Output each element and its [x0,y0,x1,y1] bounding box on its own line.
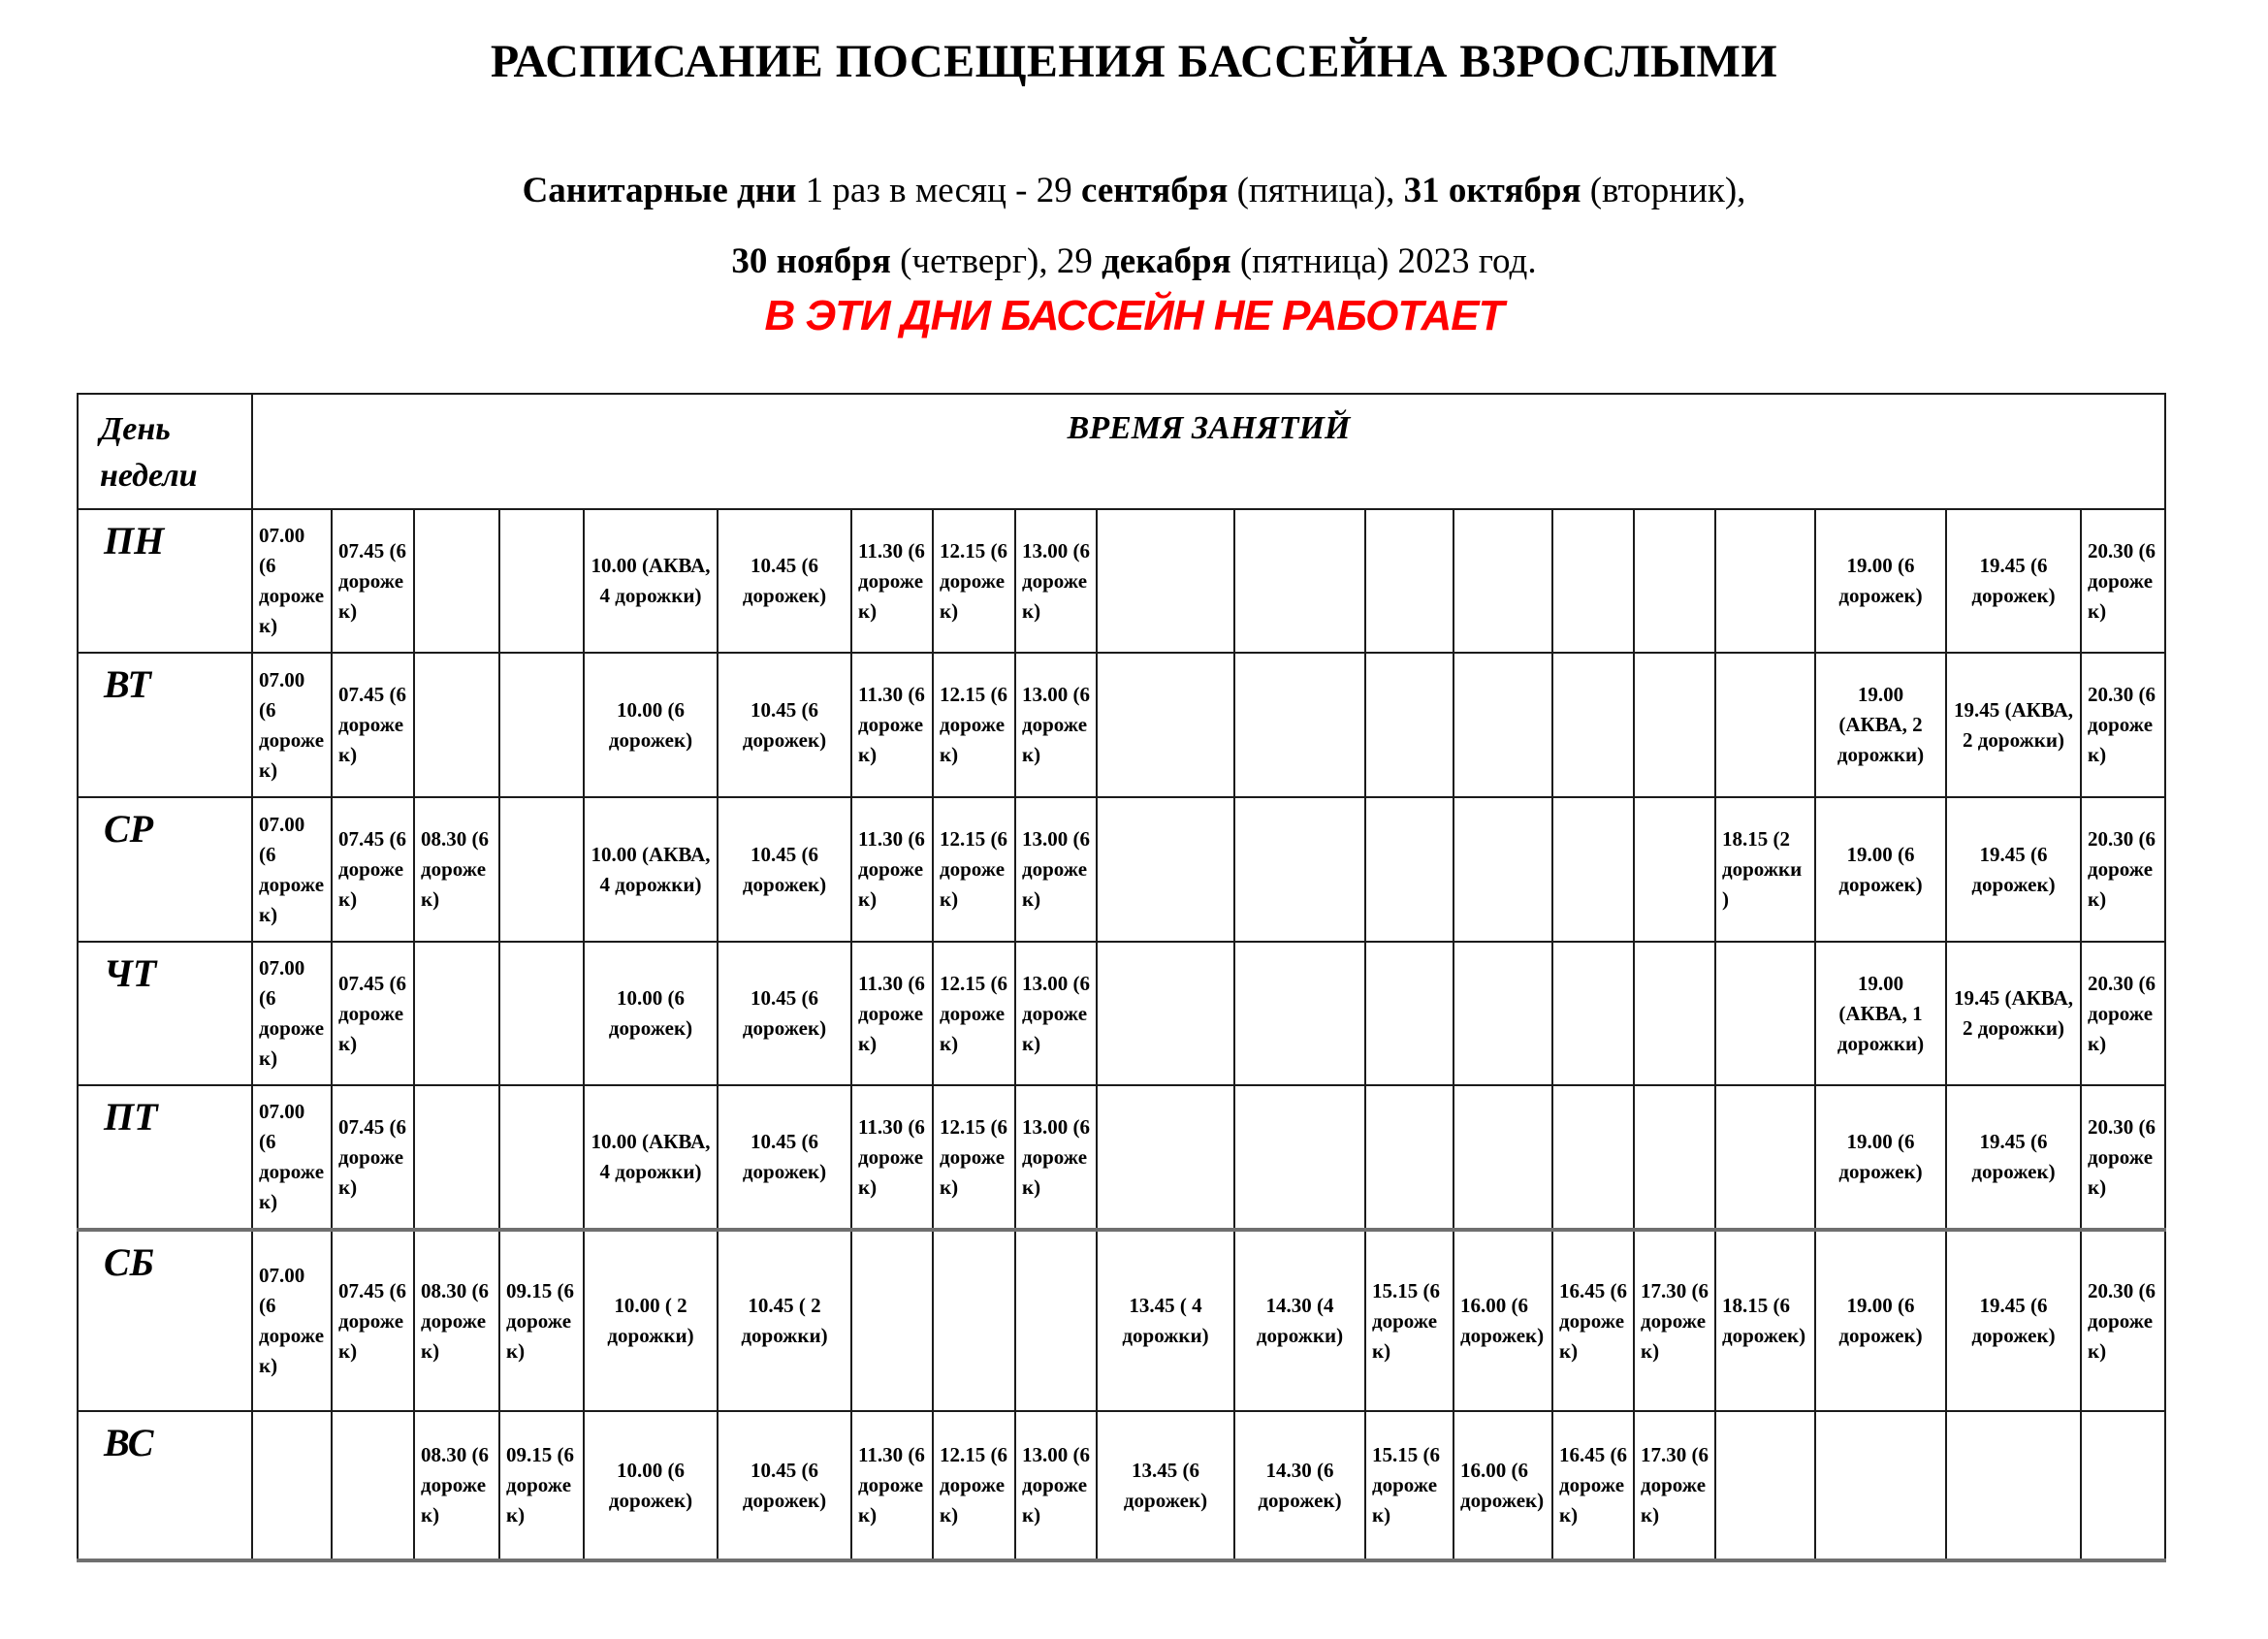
schedule-cell: 10.45 (6 дорожек) [718,509,851,653]
schedule-cell: 11.30 (6 дорожек) [851,653,933,797]
schedule-cell [1453,942,1552,1085]
schedule-cell: 07.00 (6 дорожек) [252,1230,332,1411]
schedule-cell [1097,797,1234,942]
schedule-cell: 20.30 (6 дорожек) [2081,797,2165,942]
schedule-cell: 13.00 (6 дорожек) [1015,942,1097,1085]
schedule-cell [1634,797,1715,942]
schedule-cell: 13.00 (6 дорожек) [1015,1411,1097,1560]
schedule-cell [1015,1230,1097,1411]
document-page [0,35,2268,1639]
schedule-cell [1097,942,1234,1085]
schedule-cell [1552,942,1634,1085]
subtitle-segment: Санитарные дни [522,171,797,210]
schedule-cell [1634,1085,1715,1230]
schedule-cell: 19.00 (6 дорожек) [1815,509,1946,653]
schedule-cell [499,942,584,1085]
table-row [78,797,2165,942]
schedule-cell [1715,1085,1815,1230]
schedule-cell: 19.00 (АКВА, 1 дорожки) [1815,942,1946,1085]
schedule-cell: 19.45 (АКВА, 2 дорожки) [1946,942,2081,1085]
subtitle-segment: (пятница) 2023 год. [1230,241,1537,281]
schedule-cell [414,653,499,797]
schedule-cell: 19.45 (АКВА, 2 дорожки) [1946,653,2081,797]
schedule-cell: 16.45 (6 дорожек) [1552,1230,1634,1411]
schedule-cell [1453,653,1552,797]
schedule-cell [414,1085,499,1230]
schedule-cell: 13.00 (6 дорожек) [1015,653,1097,797]
schedule-cell [1946,1411,2081,1560]
schedule-cell: 15.15 (6 дорожек) [1365,1230,1453,1411]
subtitle-segment: декабря [1102,241,1231,281]
schedule-cell [1234,797,1365,942]
table-row [78,1085,2165,1230]
table-row [78,509,2165,653]
schedule-cell: 16.00 (6 дорожек) [1453,1411,1552,1560]
schedule-cell [1552,797,1634,942]
schedule-cell: 10.45 (6 дорожек) [718,653,851,797]
schedule-cell: 20.30 (6 дорожек) [2081,1085,2165,1230]
schedule-cell: 07.45 (6 дорожек) [332,942,414,1085]
schedule-cell: 10.00 (6 дорожек) [584,653,718,797]
schedule-cell: 09.15 (6 дорожек) [499,1230,584,1411]
schedule-cell: 12.15 (6 дорожек) [933,942,1015,1085]
schedule-cell: 16.00 (6 дорожек) [1453,1230,1552,1411]
schedule-cell: 19.45 (6 дорожек) [1946,509,2081,653]
schedule-cell: 12.15 (6 дорожек) [933,509,1015,653]
schedule-cell: 07.00 (6 дорожек) [252,509,332,653]
schedule-cell [1552,509,1634,653]
schedule-cell: 10.00 (6 дорожек) [584,942,718,1085]
schedule-cell: 14.30 (4 дорожки) [1234,1230,1365,1411]
schedule-cell [933,1230,1015,1411]
schedule-cell: 07.00 (6 дорожек) [252,797,332,942]
schedule-cell: 10.00 (АКВА, 4 дорожки) [584,509,718,653]
schedule-cell [499,653,584,797]
schedule-cell: 13.00 (6 дорожек) [1015,797,1097,942]
schedule-cell [1552,1085,1634,1230]
time-header: ВРЕМЯ ЗАНЯТИЙ [252,394,2165,509]
schedule-cell [1097,653,1234,797]
schedule-cell: 08.30 (6 дорожек) [414,1230,499,1411]
schedule-cell: 20.30 (6 дорожек) [2081,1230,2165,1411]
schedule-cell [1453,509,1552,653]
schedule-cell [1715,509,1815,653]
schedule-cell [499,1085,584,1230]
page-title: РАСПИСАНИЕ ПОСЕЩЕНИЯ БАССЕЙНА ВЗРОСЛЫМИ [490,36,1778,87]
schedule-cell [499,509,584,653]
schedule-cell [1815,1411,1946,1560]
pool-closed-warning: В ЭТИ ДНИ БАССЕЙН НЕ РАБОТАЕТ [764,292,1504,339]
schedule-cell [1365,1085,1453,1230]
schedule-cell: 07.00 (6 дорожек) [252,1085,332,1230]
schedule-cell [1365,509,1453,653]
schedule-cell: 10.45 (6 дорожек) [718,797,851,942]
day-cell: ВС [78,1411,252,1560]
day-cell: ВТ [78,653,252,797]
schedule-cell: 07.45 (6 дорожек) [332,1230,414,1411]
schedule-cell [414,509,499,653]
table-header-row [78,394,2165,509]
schedule-cell: 20.30 (6 дорожек) [2081,942,2165,1085]
schedule-cell [1097,509,1234,653]
schedule-cell: 19.00 (6 дорожек) [1815,1230,1946,1411]
schedule-cell: 11.30 (6 дорожек) [851,1085,933,1230]
schedule-cell: 08.30 (6 дорожек) [414,1411,499,1560]
schedule-cell [414,942,499,1085]
table-row [78,1411,2165,1560]
table-row [78,653,2165,797]
schedule-cell: 10.45 (6 дорожек) [718,1085,851,1230]
subtitle-segment: 1 раз в месяц - 29 [796,171,1081,210]
sanitary-days-line1 [0,170,2268,211]
schedule-cell: 13.00 (6 дорожек) [1015,1085,1097,1230]
schedule-cell: 08.30 (6 дорожек) [414,797,499,942]
schedule-cell: 13.45 (6 дорожек) [1097,1411,1234,1560]
schedule-cell: 19.45 (6 дорожек) [1946,1230,2081,1411]
schedule-cell [1365,942,1453,1085]
schedule-cell [1453,797,1552,942]
schedule-cell: 11.30 (6 дорожек) [851,797,933,942]
schedule-cell: 12.15 (6 дорожек) [933,653,1015,797]
schedule-cell: 17.30 (6 дорожек) [1634,1411,1715,1560]
day-of-week-header: День недели [78,394,252,509]
schedule-cell [1365,797,1453,942]
day-cell: ПН [78,509,252,653]
subtitle-segment: (пятница), [1228,171,1404,210]
schedule-cell [1234,1085,1365,1230]
schedule-cell [1097,1085,1234,1230]
schedule-cell: 18.15 (2 дорожки) [1715,797,1815,942]
schedule-cell [1552,653,1634,797]
schedule-cell [1715,1411,1815,1560]
schedule-cell [1234,509,1365,653]
schedule-cell [851,1230,933,1411]
schedule-cell: 20.30 (6 дорожек) [2081,509,2165,653]
schedule-cell [2081,1411,2165,1560]
schedule-cell: 14.30 (6 дорожек) [1234,1411,1365,1560]
schedule-cell: 17.30 (6 дорожек) [1634,1230,1715,1411]
sanitary-days-line2 [0,241,2268,282]
schedule-cell: 10.45 (6 дорожек) [718,942,851,1085]
schedule-cell: 11.30 (6 дорожек) [851,509,933,653]
day-cell: СР [78,797,252,942]
schedule-cell: 11.30 (6 дорожек) [851,1411,933,1560]
schedule-table [77,393,2166,1562]
schedule-cell: 12.15 (6 дорожек) [933,1085,1015,1230]
schedule-cell: 12.15 (6 дорожек) [933,1411,1015,1560]
schedule-cell: 19.00 (6 дорожек) [1815,1085,1946,1230]
schedule-cell [1365,653,1453,797]
schedule-cell [332,1411,414,1560]
subtitle-segment: сентября [1080,171,1229,210]
schedule-cell [252,1411,332,1560]
schedule-cell [1634,653,1715,797]
schedule-cell [1634,509,1715,653]
schedule-cell [1453,1085,1552,1230]
schedule-cell [499,797,584,942]
schedule-cell: 13.00 (6 дорожек) [1015,509,1097,653]
schedule-cell: 10.45 ( 2 дорожки) [718,1230,851,1411]
schedule-cell: 07.00 (6 дорожек) [252,653,332,797]
schedule-cell: 10.00 (6 дорожек) [584,1411,718,1560]
schedule-cell [1715,653,1815,797]
day-cell: СБ [78,1230,252,1411]
schedule-cell: 11.30 (6 дорожек) [851,942,933,1085]
table-row [78,1230,2165,1411]
subtitle-segment: 30 ноября [731,241,891,281]
schedule-cell: 18.15 (6 дорожек) [1715,1230,1815,1411]
schedule-cell: 10.00 ( 2 дорожки) [584,1230,718,1411]
subtitle-segment: (четверг), 29 [890,241,1102,281]
subtitle-segment: (вторник), [1581,171,1746,210]
schedule-cell: 16.45 (6 дорожек) [1552,1411,1634,1560]
schedule-cell: 07.45 (6 дорожек) [332,797,414,942]
schedule-cell [1634,942,1715,1085]
schedule-cell: 19.45 (6 дорожек) [1946,1085,2081,1230]
schedule-cell [1234,653,1365,797]
schedule-cell: 20.30 (6 дорожек) [2081,653,2165,797]
schedule-cell: 15.15 (6 дорожек) [1365,1411,1453,1560]
schedule-cell: 19.45 (6 дорожек) [1946,797,2081,942]
table-row [78,942,2165,1085]
schedule-cell: 19.00 (6 дорожек) [1815,797,1946,942]
schedule-cell: 13.45 ( 4 дорожки) [1097,1230,1234,1411]
schedule-cell: 07.45 (6 дорожек) [332,1085,414,1230]
schedule-cell: 10.45 (6 дорожек) [718,1411,851,1560]
schedule-cell: 19.00 (АКВА, 2 дорожки) [1815,653,1946,797]
day-cell: ПТ [78,1085,252,1230]
schedule-cell: 07.00 (6 дорожек) [252,942,332,1085]
schedule-cell: 12.15 (6 дорожек) [933,797,1015,942]
schedule-cell: 09.15 (6 дорожек) [499,1411,584,1560]
schedule-cell: 10.00 (АКВА, 4 дорожки) [584,1085,718,1230]
schedule-cell: 10.00 (АКВА, 4 дорожки) [584,797,718,942]
schedule-cell [1715,942,1815,1085]
schedule-cell [1234,942,1365,1085]
schedule-cell: 07.45 (6 дорожек) [332,653,414,797]
schedule-cell: 07.45 (6 дорожек) [332,509,414,653]
day-cell: ЧТ [78,942,252,1085]
subtitle-segment: 31 октября [1403,171,1581,210]
